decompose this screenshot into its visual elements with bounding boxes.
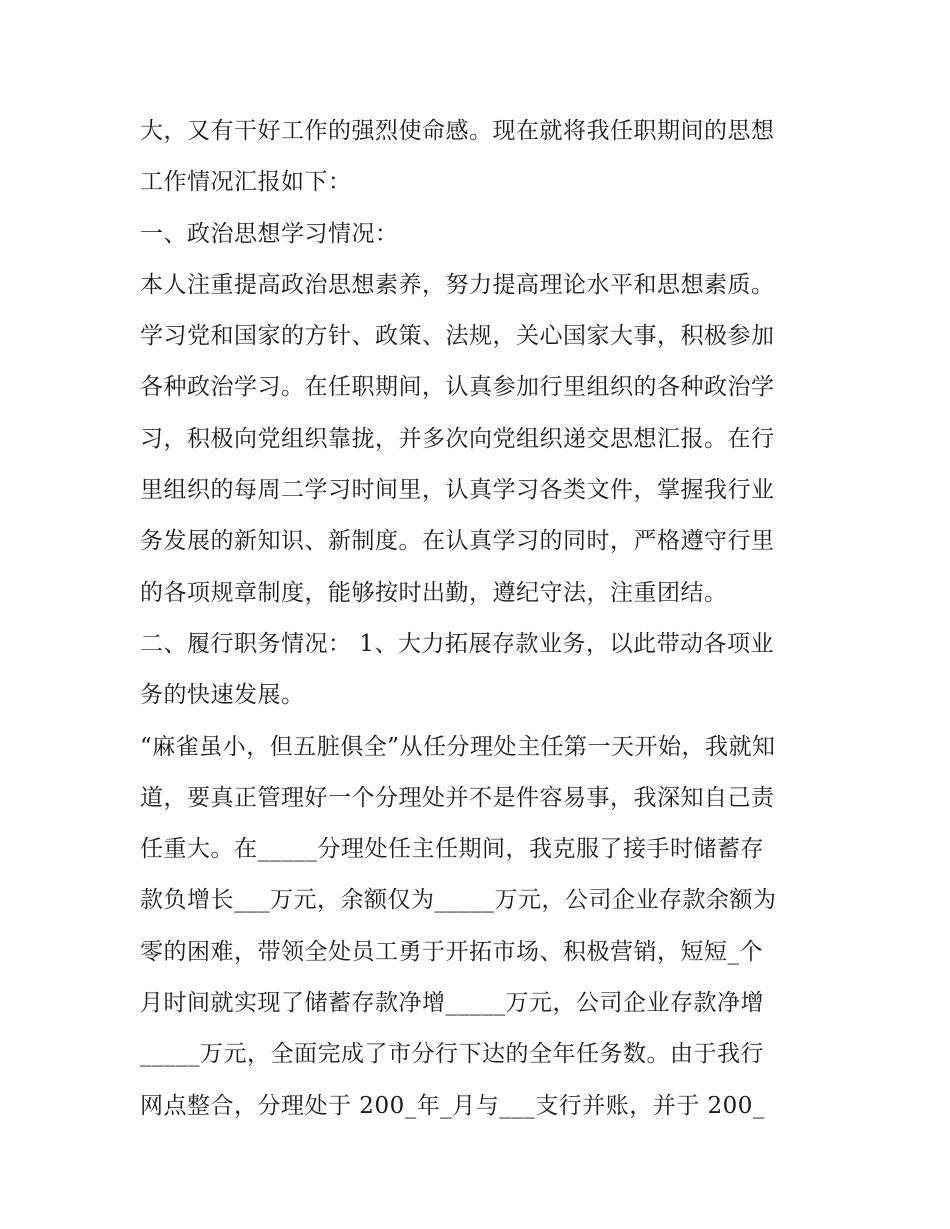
text-line: 网点整合，分理处于 200_年_月与___支行并账，并于 200_ [140,1092,765,1119]
section-heading: 二、履行职务情况： 1、大力拓展存款业务，以此带动各项业 [140,630,774,657]
text-line: 月时间就实现了储蓄存款净增_____万元，公司企业存款净增 [140,990,764,1017]
text-line: 习，积极向党组织靠拢，并多次向党组织递交思想汇报。在行 [140,425,775,452]
text-line: 任重大。在_____分理处任主任期间，我克服了接手时储蓄存 [140,836,764,863]
text-line: “麻雀虽小，但五脏俱全”从任分理处主任第一天开始，我就知 [140,733,776,760]
text-line: 里组织的每周二学习时间里，认真学习各类文件，掌握我行业 [140,477,775,504]
section-heading: 一、政治思想学习情况： [140,220,399,247]
text-line: 的各项规章制度，能够按时出勤，遵纪守法，注重团结。 [140,579,728,606]
document-body [140,106,820,1132]
text-line: 学习党和国家的方针、政策、法规，关心国家大事，积极参加 [140,323,775,350]
text-line: 道，要真正管理好一个分理处并不是件容易事，我深知自己责 [140,784,775,811]
text-line: 务发展的新知识、新制度。在认真学习的同时，严格遵守行里 [140,528,775,555]
text-line: 本人注重提高政治思想素养，努力提高理论水平和思想素质。 [140,271,775,298]
text-line: 款负增长___万元，余额仅为_____万元，公司企业存款余额为 [140,887,777,914]
text-line: _____万元，全面完成了市分行下达的全年任务数。由于我行 [140,1041,764,1068]
text-line: 务的快速发展。 [140,682,305,709]
text-line: 大，又有干好工作的强烈使命感。现在就将我任职期间的思想 [140,118,775,144]
text-line: 工作情况汇报如下： [140,169,352,196]
text-line: 各种政治学习。在任职期间，认真参加行里组织的各种政治学 [140,374,775,401]
text-line: 零的困难，带领全处员工勇于开拓市场、积极营销，短短_个 [140,938,763,965]
